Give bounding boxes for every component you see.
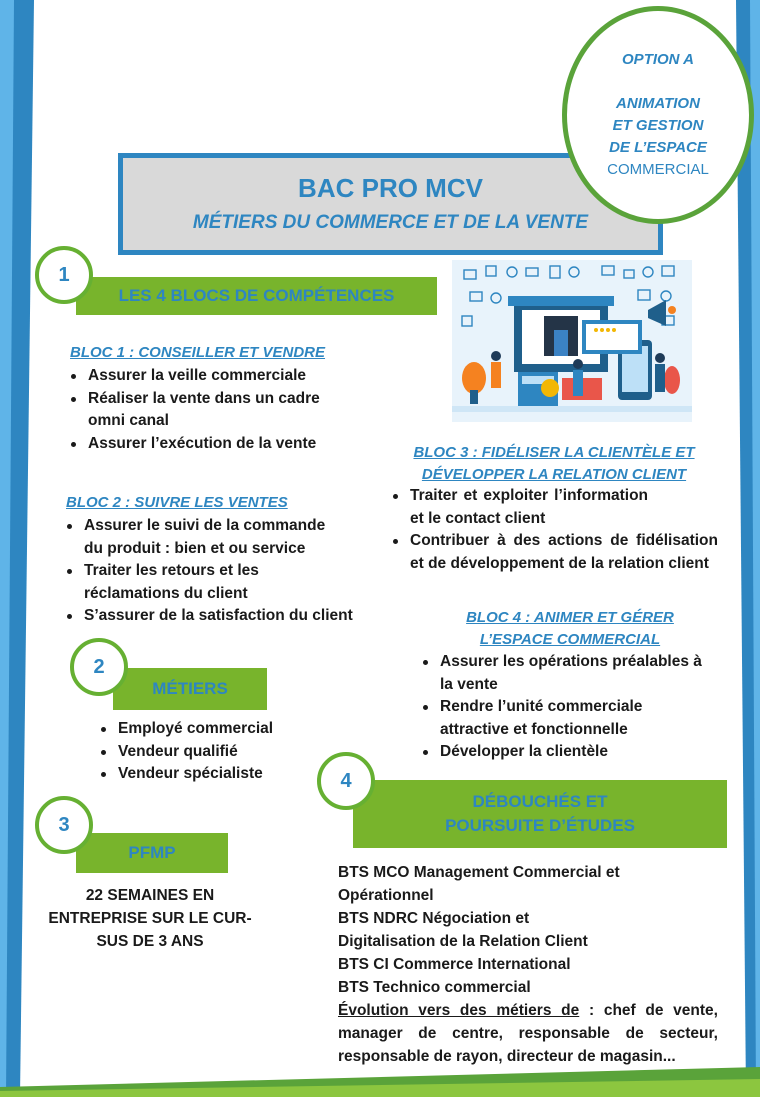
- section4-heading-line: POURSUITE D’ÉTUDES: [445, 816, 635, 835]
- section2-number-circle: 2: [70, 638, 128, 696]
- option-line: COMMERCIAL: [607, 161, 709, 178]
- section3-heading: PFMP: [128, 843, 176, 862]
- bloc1-list: [66, 365, 356, 455]
- list-item: S’assurer de la satisfaction du client: [62, 605, 362, 628]
- list-item: Assurer la veille commerciale: [66, 365, 356, 388]
- bloc4-title-line: BLOC 4 : ANIMER ET GÉRER: [466, 609, 674, 626]
- evolution-label: Évolution vers des métiers de: [338, 1002, 580, 1019]
- debouches-line: BTS Technico commercial: [338, 979, 531, 996]
- evolution-paragraph: [338, 999, 718, 1068]
- option-line: DE L’ESPACE: [609, 139, 707, 156]
- left-decorative-stripe: [0, 0, 34, 1097]
- section2-banner: [113, 668, 267, 710]
- bloc1-title: BLOC 1 : CONSEILLER ET VENDRE: [70, 344, 326, 361]
- bloc3-title-line: DÉVELOPPER LA RELATION CLIENT: [421, 466, 687, 483]
- bloc3-title: [396, 442, 712, 486]
- option-line: ET GESTION: [612, 117, 704, 134]
- section4-heading-line: DÉBOUCHÉS ET: [472, 792, 608, 811]
- bloc2-list: [62, 515, 362, 628]
- bloc3-list: [388, 485, 718, 575]
- list-item: Assurer les opérations préalables à la vente: [418, 651, 718, 696]
- section3-number-circle: 3: [35, 796, 93, 854]
- commerce-illustration: [452, 260, 692, 422]
- section3-banner: [76, 833, 228, 873]
- list-item: Vendeur spécialiste: [96, 763, 336, 786]
- page-title: BAC PRO MCV: [298, 173, 483, 203]
- debouches-text: [338, 861, 718, 1068]
- page-subtitle: MÉTIERS DU COMMERCE ET DE LA VENTE: [192, 212, 589, 233]
- list-item: Rendre l’unité commerciale attractive et fonctionnelle: [418, 696, 718, 741]
- section1-heading: LES 4 BLOCS DE COMPÉTENCES: [118, 286, 395, 305]
- section2-heading: MÉTIERS: [152, 679, 228, 698]
- bloc4-list: [418, 651, 718, 764]
- list-item: Traiter les retours et les réclamations du client: [62, 560, 362, 605]
- pfmp-line: ENTREPRISE SUR LE CUR-: [48, 910, 252, 927]
- debouches-line: BTS CI Commerce International: [338, 956, 571, 973]
- option-line: ANIMATION: [616, 95, 700, 112]
- option-circle: [562, 6, 754, 224]
- bloc3-title-line: BLOC 3 : FIDÉLISER LA CLIENTÈLE ET: [413, 444, 695, 461]
- list-item: Contribuer à des actions de fidélisation et de développement de la relation client: [388, 530, 718, 575]
- metiers-list: [96, 718, 336, 786]
- list-item: Employé commercial: [96, 718, 336, 741]
- section1-banner: [76, 277, 437, 315]
- pfmp-line: 22 SEMAINES EN: [85, 887, 215, 904]
- section4-number-circle: 4: [317, 752, 375, 810]
- debouches-line: BTS MCO Management Commercial et: [338, 864, 620, 881]
- pfmp-line: SUS DE 3 ANS: [96, 933, 204, 950]
- debouches-line: Digitalisation de la Relation Client: [338, 933, 588, 950]
- list-item: Traiter et exploiter l’information et le contact client: [388, 485, 718, 530]
- option-label: OPTION A: [622, 51, 694, 68]
- pfmp-description: [40, 884, 260, 953]
- list-item: Assurer l’exécution de la vente: [66, 433, 356, 456]
- list-item: Réaliser la vente dans un cadre omni canal: [66, 388, 356, 433]
- list-item: Vendeur qualifié: [96, 741, 336, 764]
- debouches-line: BTS NDRC Négociation et: [338, 910, 530, 927]
- list-item: Développer la clientèle: [418, 741, 718, 764]
- section1-number-circle: 1: [35, 246, 93, 304]
- bloc4-title: [420, 607, 720, 651]
- bloc4-title-line: L’ESPACE COMMERCIAL: [479, 631, 661, 648]
- evolution-text: : chef de vente, manager de centre, responsable de secteur, responsable de rayon, directeur de magasin...: [338, 1002, 718, 1065]
- list-item: Assurer le suivi de la commande du produit : bien et ou service: [62, 515, 362, 560]
- section4-banner: [353, 780, 727, 848]
- debouches-line: Opérationnel: [338, 887, 434, 904]
- bloc2-title: BLOC 2 : SUIVRE LES VENTES: [66, 494, 288, 511]
